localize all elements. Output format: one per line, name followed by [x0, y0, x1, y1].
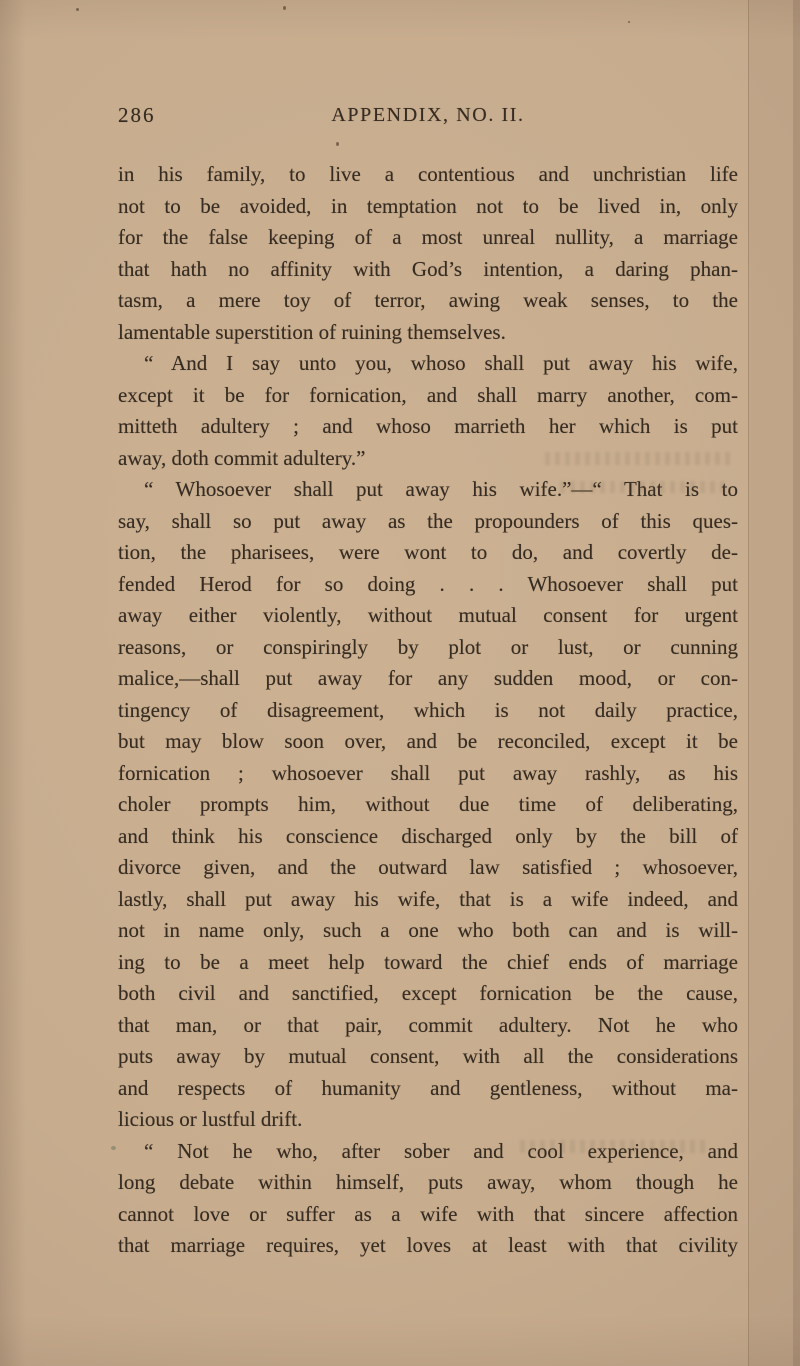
- text-line: and think his conscience discharged only by the bill of: [118, 823, 738, 848]
- text-line: in his family, to live a contentious and unchristian life: [118, 162, 738, 186]
- text-line: but may blow soon over, and be reconciled, except it be: [118, 729, 738, 753]
- running-header: APPENDIX, NO. II.: [331, 104, 525, 126]
- text-line: that marriage requires, yet loves at least with that civility: [118, 1233, 738, 1257]
- paper-speck: [76, 8, 79, 11]
- text-block: [118, 159, 738, 1262]
- text-line: away either violently, without mutual consent for urgent: [118, 603, 738, 627]
- show-through-smudge: [545, 452, 735, 465]
- page-header: [118, 100, 738, 130]
- text-line: except it be for fornication, and shall marry another, com-: [118, 382, 738, 407]
- text-line: lamentable superstition of ruining themselves.: [118, 319, 506, 344]
- text-line: lastly, shall put away his wife, that is a wife indeed, and: [118, 886, 738, 911]
- text-line: puts away by mutual consent, with all the considerations: [118, 1044, 738, 1068]
- text-line: and respects of humanity and gentleness, without ma-: [118, 1075, 738, 1100]
- text-line: reasons, or conspiringly by plot or lust, or cunning: [118, 634, 738, 659]
- text-line: away, doth commit adultery.”: [118, 445, 366, 470]
- text-line: for the false keeping of a most unreal nullity, a marriage: [118, 225, 738, 249]
- show-through-smudge: [520, 1140, 708, 1153]
- text-line: both civil and sanctified, except fornication be the cause,: [118, 981, 738, 1005]
- text-line: tingency of disagreement, which is not daily practice,: [118, 697, 738, 722]
- page-number: 286: [118, 103, 156, 127]
- paper-speck: [283, 6, 286, 10]
- text-line: mitteth adultery ; and whoso marrieth her which is put: [118, 414, 738, 438]
- text-line: say, shall so put away as the propounders of this ques-: [118, 508, 738, 533]
- text-line: not to be avoided, in temptation not to be lived in, only: [118, 193, 738, 218]
- text-line: “ And I say unto you, whoso shall put away his wife,: [144, 351, 738, 375]
- show-through-smudge: [560, 481, 728, 493]
- text-line: choler prompts him, without due time of deliberating,: [118, 792, 738, 816]
- text-line: not in name only, such a one who both can and is will-: [118, 918, 738, 942]
- paper-speck: [336, 142, 339, 146]
- text-line: fended Herod for so doing . . . Whosoever shall put: [118, 571, 738, 596]
- text-line: malice,—shall put away for any sudden mood, or con-: [118, 666, 738, 690]
- text-line: that hath no affinity with God’s intention, a daring phan-: [118, 256, 738, 281]
- text-line: ing to be a meet help toward the chief ends of marriage: [118, 949, 738, 974]
- paper-speck: [628, 21, 630, 23]
- text-line: “ Not he who, after sober and cool experience, and: [144, 1138, 738, 1163]
- text-line: long debate within himself, puts away, whom though he: [118, 1170, 738, 1194]
- text-line: fornication ; whosoever shall put away rashly, as his: [118, 760, 738, 785]
- text-line: licious or lustful drift.: [118, 1107, 303, 1131]
- text-line: “ Whosoever shall put away his wife.”—“ That is to: [144, 477, 738, 501]
- page-edge: [748, 0, 800, 1366]
- text-line: tasm, a mere toy of terror, awing weak senses, to the: [118, 288, 738, 312]
- text-line: that man, or that pair, commit adultery. Not he who: [118, 1012, 738, 1037]
- text-line: tion, the pharisees, were wont to do, and covertly de-: [118, 540, 738, 564]
- paper-speck: [111, 1146, 116, 1150]
- text-line: cannot love or suffer as a wife with that sincere affection: [118, 1201, 738, 1226]
- text-line: divorce given, and the outward law satisfied ; whosoever,: [118, 855, 738, 879]
